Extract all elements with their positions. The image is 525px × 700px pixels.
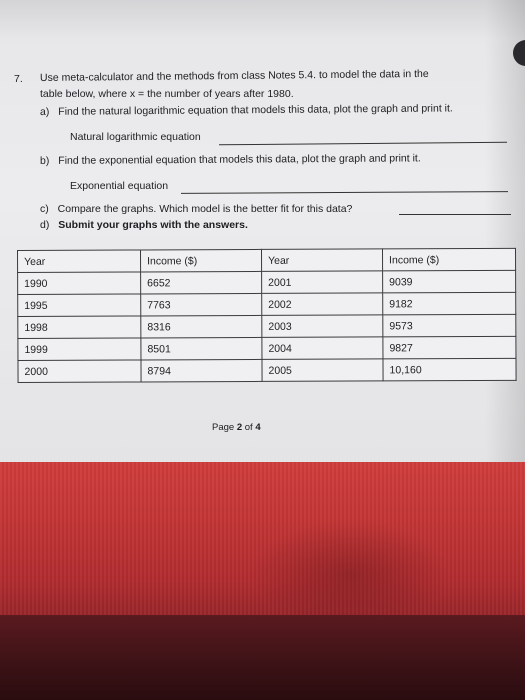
compare-answer-line [399, 214, 511, 215]
table-row [18, 292, 516, 316]
page-total: 4 [255, 422, 261, 433]
part-a-label: a) [39, 105, 50, 118]
part-b-text: Find the exponential equation that models this data, plot the graph and print it. [58, 152, 421, 167]
table-cell: 9573 [383, 314, 516, 337]
part-b-label: b) [39, 154, 50, 167]
cloth-shadow [250, 520, 450, 630]
part-a [40, 102, 453, 119]
page-current: 2 [236, 422, 243, 433]
table-cell: 2003 [262, 315, 383, 338]
part-d-text: Submit your graphs with the answers. [58, 219, 248, 231]
table-cell: 2002 [262, 293, 383, 316]
table-row [18, 314, 516, 338]
table-cell: 6652 [141, 271, 262, 294]
header-year-2: Year [261, 249, 382, 272]
table-cell: 9182 [383, 292, 516, 315]
table-row [18, 270, 516, 294]
table-cell: 2001 [262, 271, 383, 294]
table-cell: 9039 [383, 270, 516, 293]
table-cell: 9827 [383, 336, 516, 359]
page-of: of [244, 422, 253, 433]
part-b [40, 152, 421, 168]
part-c [40, 203, 352, 216]
part-d [40, 219, 248, 232]
question-intro-line1: Use meta-calculator and the methods from class Notes 5.4. to model the data in the [39, 67, 429, 84]
table-cell: 2004 [262, 337, 383, 360]
exp-equation-answer-line [181, 191, 508, 194]
header-income-2: Income ($) [382, 248, 515, 271]
header-income-1: Income ($) [141, 249, 262, 272]
part-a-text: Find the natural logarithmic equation that models this data, plot the graph and print it. [58, 102, 453, 118]
paper-shadow [0, 0, 525, 40]
table-row [18, 336, 516, 360]
income-table [17, 248, 517, 383]
part-d-label: d) [40, 219, 50, 231]
page-prefix: Page [212, 422, 235, 433]
table-header-row [18, 248, 516, 272]
log-equation-answer-line [219, 142, 507, 146]
part-c-label: c) [40, 203, 49, 215]
table-cell: 1995 [18, 294, 141, 317]
table-cell: 2000 [18, 360, 141, 383]
table-cell: 8316 [141, 315, 262, 338]
table-cell: 8794 [141, 359, 262, 382]
page-number [212, 421, 261, 434]
table-cell: 10,160 [383, 358, 516, 381]
table-cell: 2005 [262, 359, 383, 382]
table-cell: 7763 [141, 293, 262, 316]
table-row [18, 358, 516, 382]
header-year-1: Year [18, 250, 141, 273]
log-equation-label: Natural logarithmic equation [70, 131, 201, 143]
paper-shadow-right [485, 0, 525, 470]
table-cell: 1998 [18, 316, 141, 339]
question-intro-line2: table below, where x = the number of years after 1980. [40, 88, 294, 100]
dark-background [0, 615, 525, 700]
question-number: 7. [14, 73, 23, 85]
table-cell: 8501 [141, 337, 262, 360]
part-c-text: Compare the graphs. Which model is the better fit for this data? [57, 203, 353, 215]
table-cell: 1990 [18, 272, 141, 295]
table-cell: 1999 [18, 338, 141, 361]
exp-equation-label: Exponential equation [70, 180, 169, 192]
